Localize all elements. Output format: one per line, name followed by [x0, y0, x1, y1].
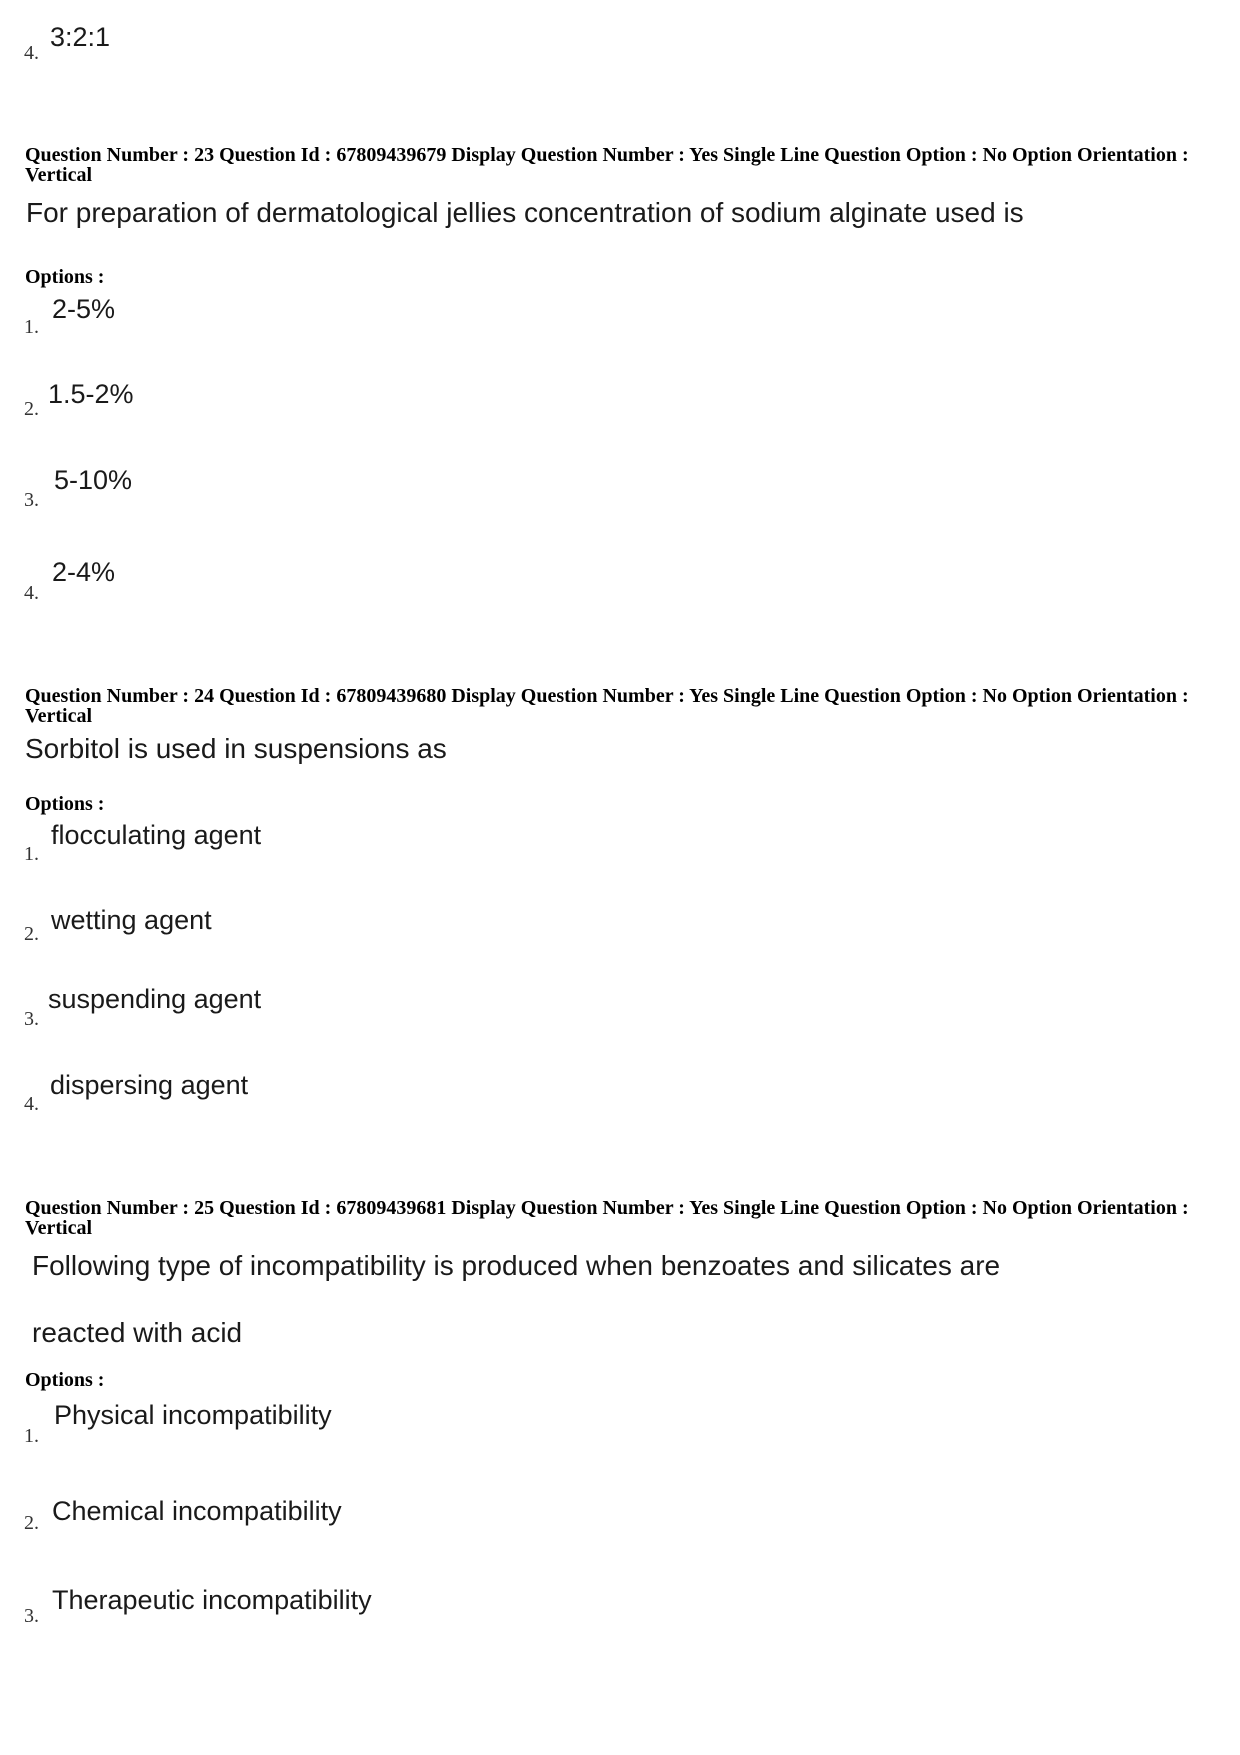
q24-option-3-text[interactable]: suspending agent — [48, 984, 262, 1014]
q23-option-4-text[interactable]: 2-4% — [52, 557, 116, 587]
q24-option-4-text[interactable]: dispersing agent — [50, 1070, 249, 1100]
prev-option-4-number: 4. — [24, 42, 39, 64]
q23-option-3-number: 3. — [24, 489, 39, 511]
q23-meta: Question Number : 23 Question Id : 67809439679 Display Question Number : Yes Single Line Question Option : No Option Orientation : Vertical — [25, 144, 1189, 186]
q23-option-1-number: 1. — [24, 316, 39, 338]
q25-option-3-text[interactable]: Therapeutic incompatibility — [52, 1585, 372, 1615]
q24-option-2-number: 2. — [24, 923, 39, 945]
q25-question-text-line-1: Following type of incompatibility is produced when benzoates and silicates are — [32, 1250, 1001, 1281]
q25-meta: Question Number : 25 Question Id : 67809439681 Display Question Number : Yes Single Line Question Option : No Option Orientation : Vertical — [25, 1197, 1189, 1239]
q25-option-2-text[interactable]: Chemical incompatibility — [52, 1496, 342, 1526]
q25-option-1-text[interactable]: Physical incompatibility — [54, 1400, 332, 1430]
prev-option-4-text: 3:2:1 — [50, 22, 111, 52]
q23-question-text: For preparation of dermatological jellies concentration of sodium alginate used is — [26, 197, 1024, 228]
q24-options-label: Options : — [25, 793, 105, 815]
q23-option-1-text[interactable]: 2-5% — [52, 294, 116, 324]
q24-option-4-number: 4. — [24, 1093, 39, 1115]
q25-option-3-number: 3. — [24, 1605, 39, 1627]
q23-option-2-text[interactable]: 1.5-2% — [48, 379, 134, 409]
q23-option-2-number: 2. — [24, 398, 39, 420]
q23-option-4-number: 4. — [24, 582, 39, 604]
q25-options-label: Options : — [25, 1369, 105, 1391]
q24-option-1-text[interactable]: flocculating agent — [51, 820, 262, 850]
q25-option-2-number: 2. — [24, 1512, 39, 1534]
q25-question-text-line-2: reacted with acid — [32, 1317, 243, 1348]
q24-option-1-number: 1. — [24, 843, 39, 865]
q23-option-3-text[interactable]: 5-10% — [54, 465, 133, 495]
q24-question-text: Sorbitol is used in suspensions as — [25, 733, 447, 764]
q25-option-1-number: 1. — [24, 1425, 39, 1447]
q24-meta: Question Number : 24 Question Id : 67809439680 Display Question Number : Yes Single Line Question Option : No Option Orientation : Vertical — [25, 685, 1189, 727]
q24-option-2-text[interactable]: wetting agent — [51, 905, 212, 935]
q24-option-3-number: 3. — [24, 1008, 39, 1030]
q23-options-label: Options : — [25, 266, 105, 288]
